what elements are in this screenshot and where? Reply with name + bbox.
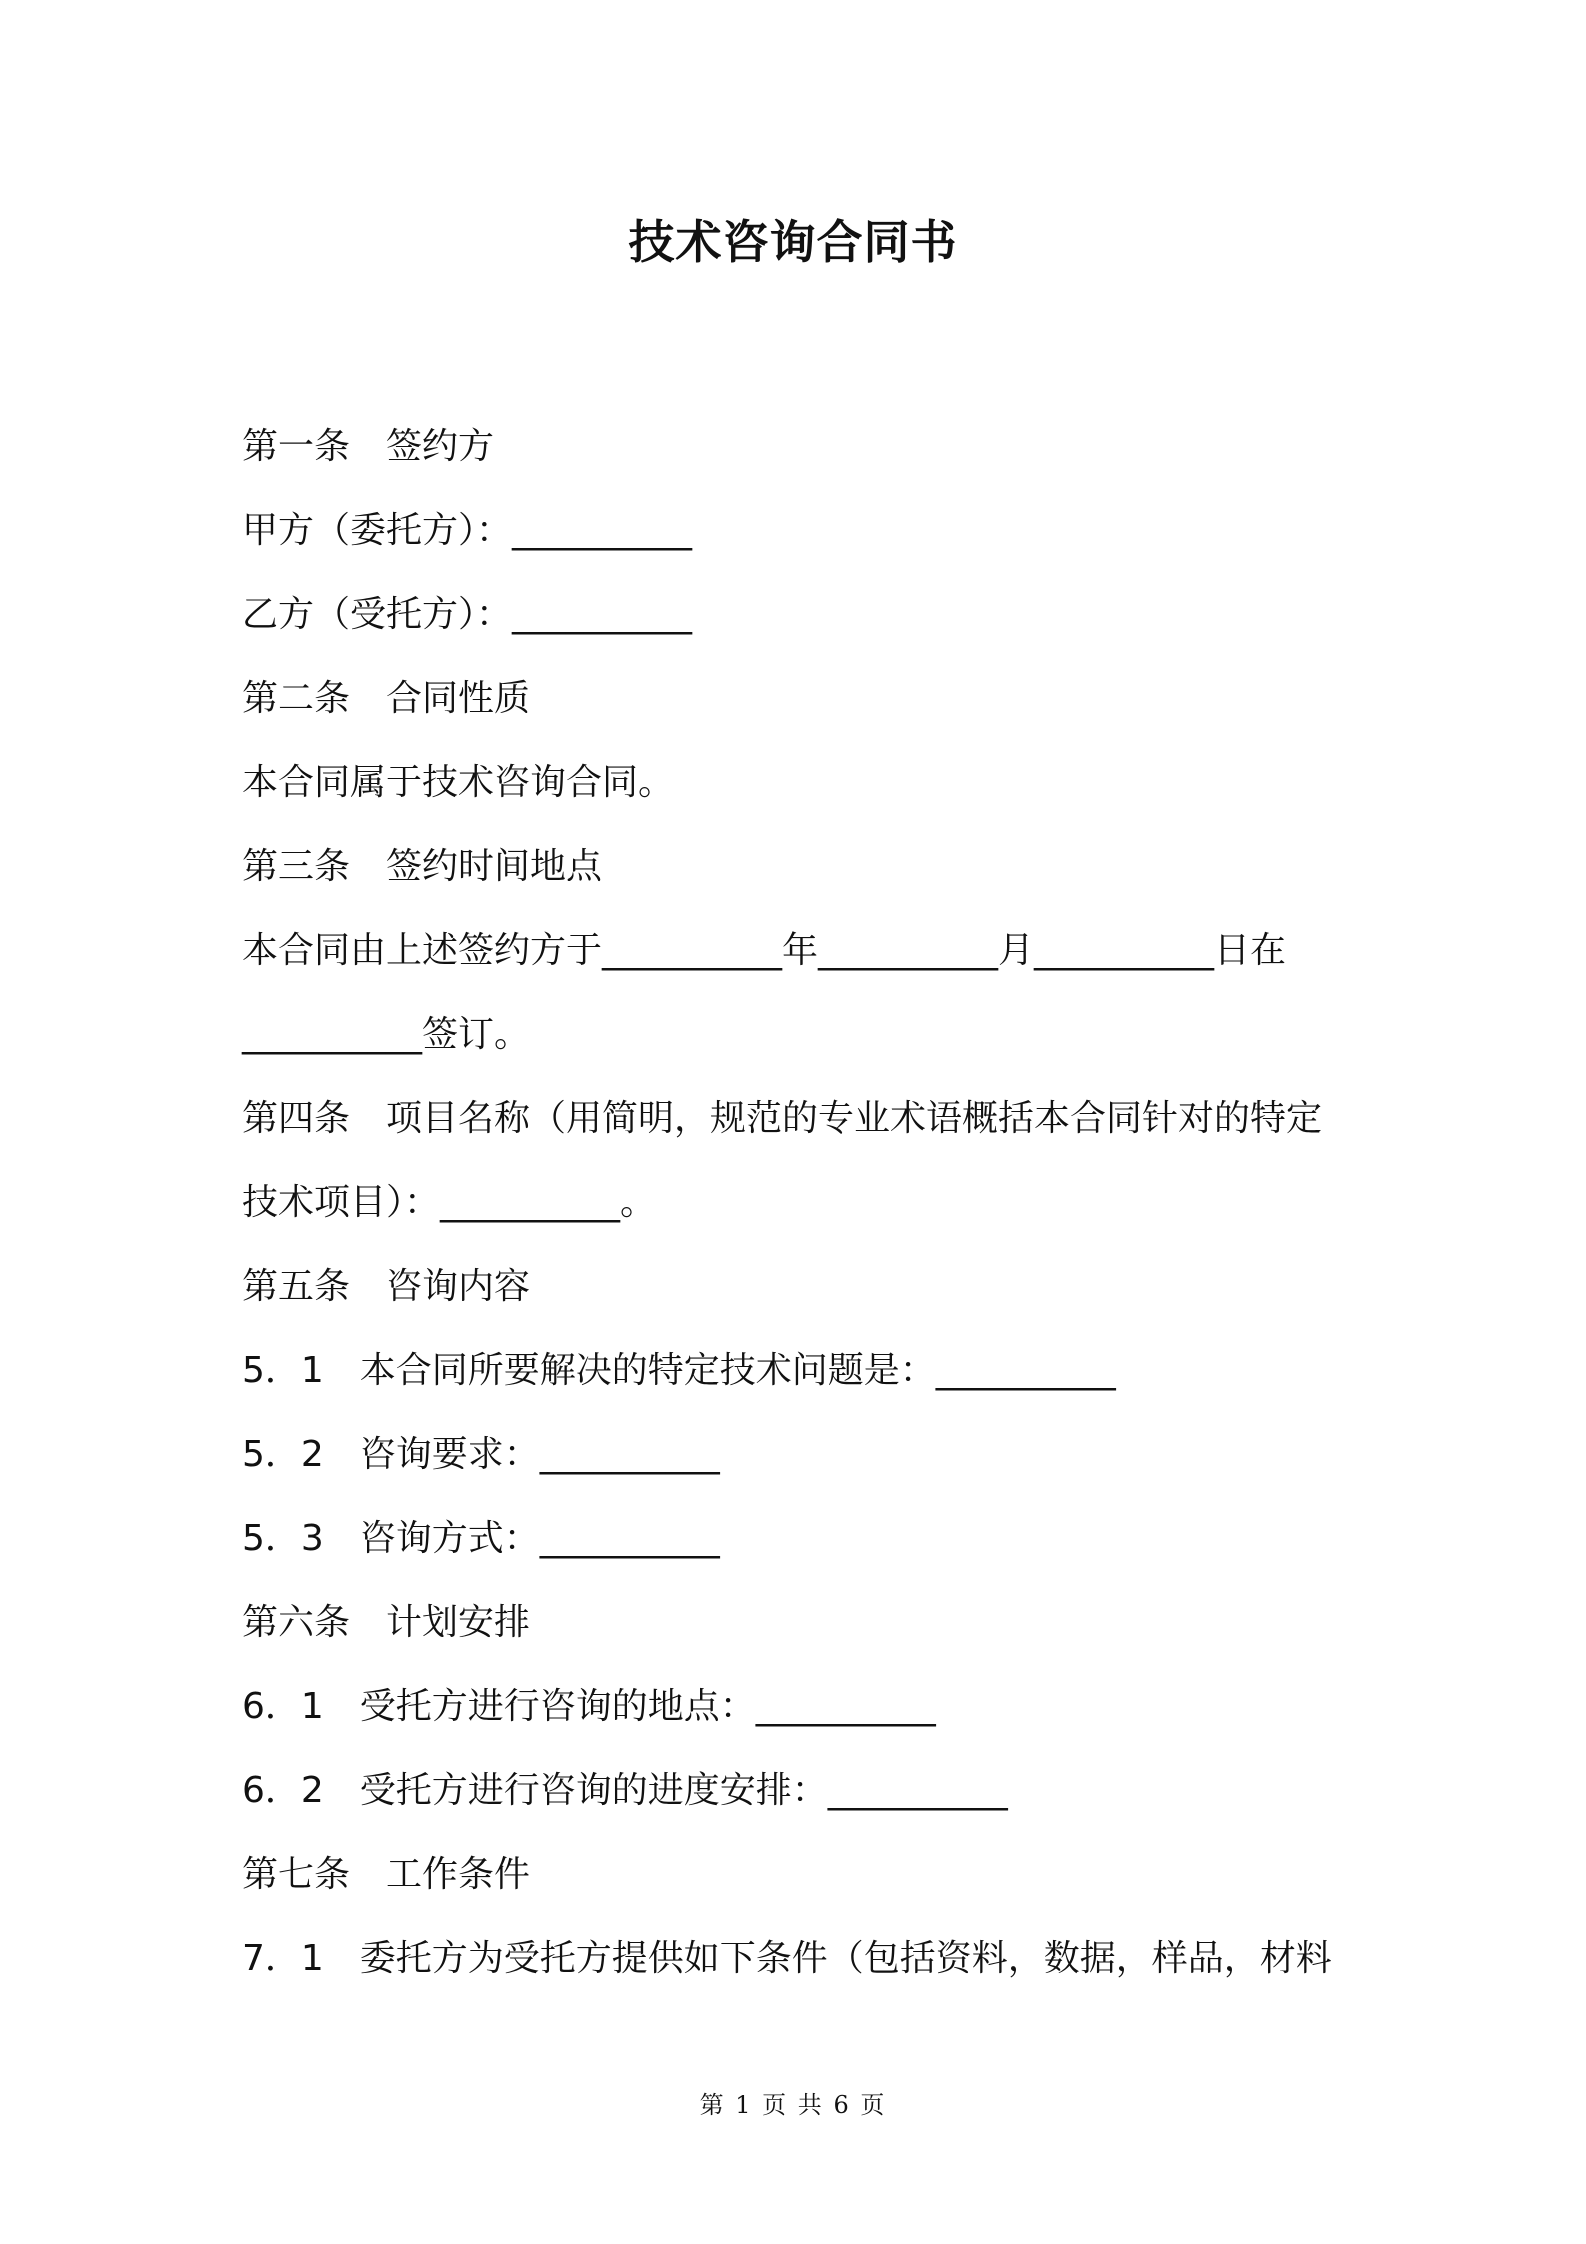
- document-body: [242, 405, 1362, 2001]
- article-3-heading: 第三条 签约时间地点: [242, 846, 603, 887]
- article-1-heading: 第一条 签约方: [242, 426, 495, 467]
- party-a-line: 甲方（委托方）：__________: [242, 510, 693, 551]
- signing-date-line: 本合同由上述签约方于__________年__________月__________日在: [242, 930, 1287, 971]
- document-title: 技术咨询合同书: [628, 215, 958, 269]
- contract-nature-text: 本合同属于技术咨询合同。: [242, 762, 675, 803]
- clause-5-3: 5．3 咨询方式：__________: [242, 1518, 720, 1559]
- clause-7-1: 7．1 委托方为受托方提供如下条件（包括资料，数据，样品，材料: [242, 1938, 1332, 1979]
- page-footer: 第 1 页 共 6 页: [699, 2091, 887, 2119]
- party-b-line: 乙方（受托方）：__________: [242, 594, 693, 635]
- article-5-heading: 第五条 咨询内容: [242, 1266, 531, 1307]
- article-6-heading: 第六条 计划安排: [242, 1602, 531, 1643]
- article-2-heading: 第二条 合同性质: [242, 678, 531, 719]
- clause-5-1: 5．1 本合同所要解决的特定技术问题是：__________: [242, 1350, 1116, 1391]
- clause-5-2: 5．2 咨询要求：__________: [242, 1434, 720, 1475]
- project-name-line: 技术项目）：__________。: [242, 1182, 657, 1223]
- article-7-heading: 第七条 工作条件: [242, 1854, 531, 1895]
- signing-place-line: __________签订。: [242, 1014, 531, 1055]
- clause-6-2: 6．2 受托方进行咨询的进度安排：__________: [242, 1770, 1008, 1811]
- article-4-heading: 第四条 项目名称（用简明，规范的专业术语概括本合同针对的特定: [242, 1098, 1323, 1139]
- clause-6-1: 6．1 受托方进行咨询的地点：__________: [242, 1686, 936, 1727]
